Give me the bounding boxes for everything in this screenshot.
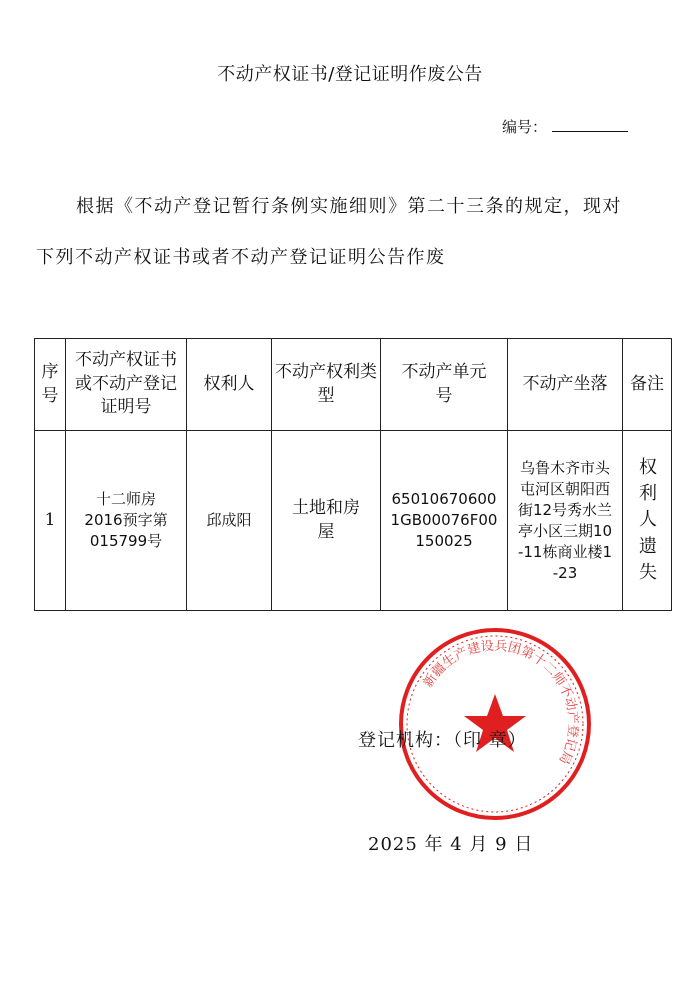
table-header-row: [35, 339, 672, 431]
document-number-label: 编号：: [502, 118, 548, 136]
cell-remark: 权利人遗失: [623, 431, 672, 611]
page-title: 不动产权证书/登记证明作废公告: [217, 64, 483, 85]
cell-holder: 邱成阳: [187, 431, 272, 611]
body-text-line-1: 根据《不动产登记暂行条例实施细则》第二十三条的规定，现对: [76, 196, 622, 217]
registration-authority-signature: 登记机构：（印 章）: [358, 730, 527, 751]
cell-type: 土地和房屋: [272, 431, 381, 611]
cell-unit: 650106706001GB00076F00150025: [381, 431, 508, 611]
header-unit: 不动产单元号: [381, 339, 508, 431]
header-location: 不动产坐落: [508, 339, 623, 431]
official-seal: [395, 624, 595, 824]
header-cert: 不动产权证书或不动产登记证明号: [66, 339, 187, 431]
document-number-blank: [552, 131, 628, 132]
seal-graphic: [395, 624, 595, 824]
header-type: 不动产权利类型: [272, 339, 381, 431]
seal-text: 新疆生产建设兵团第十二师不动产登记局: [420, 638, 581, 767]
header-holder: 权利人: [187, 339, 272, 431]
header-seq: 序号: [35, 339, 66, 431]
cell-location: 乌鲁木齐市头屯河区朝阳西街12号秀水兰亭小区三期10-11栋商业楼1-23: [508, 431, 623, 611]
cell-seq: 1: [35, 431, 66, 611]
void-notice-table: [34, 338, 672, 611]
header-remark: 备注: [623, 339, 672, 431]
table-row: [35, 431, 672, 611]
body-text-line-2: 下列不动产权证书或者不动产登记证明公告作废: [36, 247, 446, 268]
notice-date: 2025 年 4 月 9 日: [368, 834, 534, 855]
cell-cert: 十二师房2016预字第015799号: [66, 431, 187, 611]
